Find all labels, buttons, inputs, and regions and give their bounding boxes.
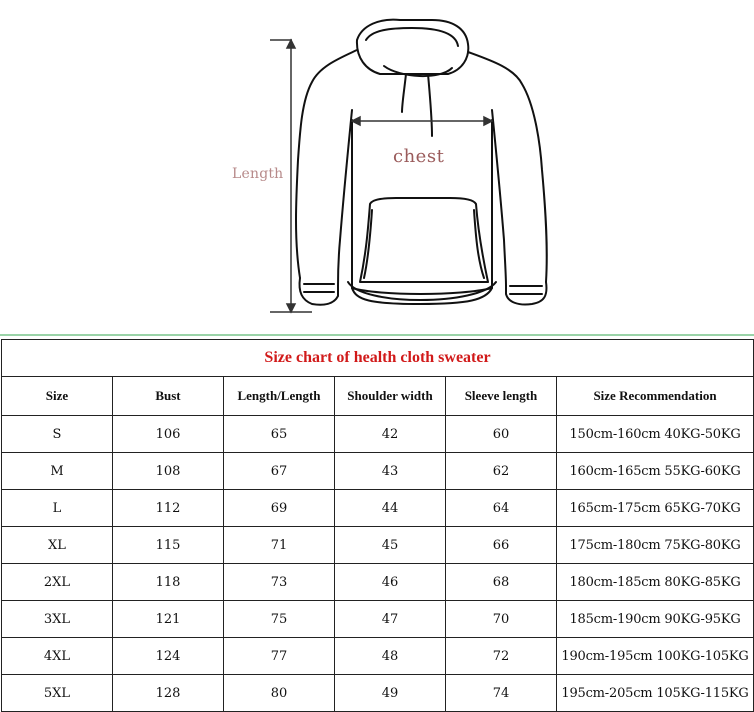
cell-size: 2XL xyxy=(2,564,113,601)
header-size: Size xyxy=(2,377,113,416)
table-title: Size chart of health cloth sweater xyxy=(2,340,754,377)
chest-label: chest xyxy=(393,146,445,167)
cell-shoulder: 47 xyxy=(335,601,446,638)
header-sleeve-length: Sleeve length xyxy=(446,377,557,416)
table-row xyxy=(2,453,754,490)
cell-sleeve: 70 xyxy=(446,601,557,638)
cell-size: XL xyxy=(2,527,113,564)
table-row xyxy=(2,527,754,564)
table-row xyxy=(2,490,754,527)
cell-length: 67 xyxy=(224,453,335,490)
cell-bust: 108 xyxy=(113,453,224,490)
cell-bust: 118 xyxy=(113,564,224,601)
hoodie-outline-illustration xyxy=(0,0,754,337)
cell-length: 69 xyxy=(224,490,335,527)
cell-shoulder: 46 xyxy=(335,564,446,601)
header-bust: Bust xyxy=(113,377,224,416)
divider-line xyxy=(0,334,754,336)
header-length: Length/Length xyxy=(224,377,335,416)
cell-shoulder: 45 xyxy=(335,527,446,564)
cell-shoulder: 42 xyxy=(335,416,446,453)
cell-sleeve: 72 xyxy=(446,638,557,675)
cell-shoulder: 43 xyxy=(335,453,446,490)
cell-length: 75 xyxy=(224,601,335,638)
cell-sleeve: 74 xyxy=(446,675,557,712)
header-size-recommendation: Size Recommendation xyxy=(557,377,754,416)
cell-size: 5XL xyxy=(2,675,113,712)
cell-recommendation: 160cm-165cm 55KG-60KG xyxy=(557,453,754,490)
cell-recommendation: 195cm-205cm 105KG-115KG xyxy=(557,675,754,712)
cell-size: 3XL xyxy=(2,601,113,638)
cell-recommendation: 175cm-180cm 75KG-80KG xyxy=(557,527,754,564)
cell-length: 80 xyxy=(224,675,335,712)
cell-sleeve: 64 xyxy=(446,490,557,527)
cell-size: M xyxy=(2,453,113,490)
length-label: Length xyxy=(232,166,284,182)
cell-length: 71 xyxy=(224,527,335,564)
cell-size: 4XL xyxy=(2,638,113,675)
cell-size: S xyxy=(2,416,113,453)
cell-recommendation: 150cm-160cm 40KG-50KG xyxy=(557,416,754,453)
cell-recommendation: 185cm-190cm 90KG-95KG xyxy=(557,601,754,638)
table-row xyxy=(2,601,754,638)
cell-bust: 115 xyxy=(113,527,224,564)
cell-bust: 128 xyxy=(113,675,224,712)
cell-bust: 121 xyxy=(113,601,224,638)
table-row xyxy=(2,638,754,675)
table-row xyxy=(2,564,754,601)
cell-sleeve: 68 xyxy=(446,564,557,601)
cell-length: 65 xyxy=(224,416,335,453)
cell-recommendation: 165cm-175cm 65KG-70KG xyxy=(557,490,754,527)
cell-length: 73 xyxy=(224,564,335,601)
table-header-row xyxy=(2,377,754,416)
cell-shoulder: 48 xyxy=(335,638,446,675)
header-shoulder-width: Shoulder width xyxy=(335,377,446,416)
cell-bust: 112 xyxy=(113,490,224,527)
hoodie-diagram xyxy=(0,0,754,337)
cell-shoulder: 44 xyxy=(335,490,446,527)
cell-recommendation: 190cm-195cm 100KG-105KG xyxy=(557,638,754,675)
cell-shoulder: 49 xyxy=(335,675,446,712)
cell-recommendation: 180cm-185cm 80KG-85KG xyxy=(557,564,754,601)
cell-bust: 106 xyxy=(113,416,224,453)
cell-bust: 124 xyxy=(113,638,224,675)
table-row xyxy=(2,675,754,712)
table-row xyxy=(2,416,754,453)
cell-sleeve: 60 xyxy=(446,416,557,453)
cell-sleeve: 62 xyxy=(446,453,557,490)
cell-length: 77 xyxy=(224,638,335,675)
cell-size: L xyxy=(2,490,113,527)
cell-sleeve: 66 xyxy=(446,527,557,564)
size-chart-table xyxy=(1,339,754,712)
